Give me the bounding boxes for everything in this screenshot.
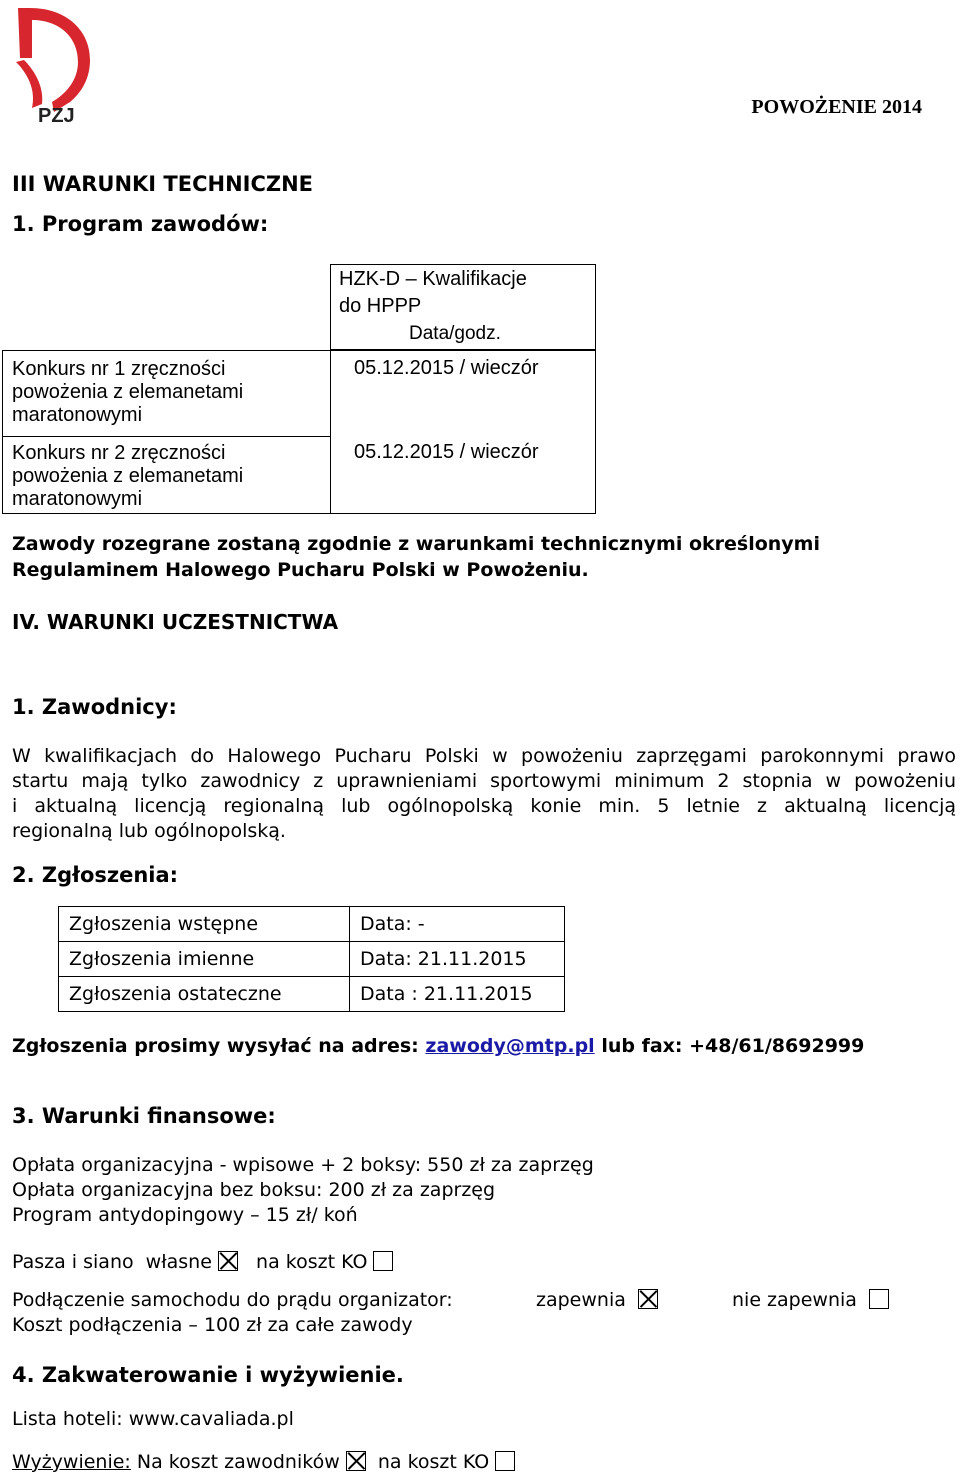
entry-date: Data : 21.11.2015 <box>350 977 565 1012</box>
logo-d-shape <box>18 8 90 112</box>
program-table <box>2 264 596 514</box>
entry-date: Data: 21.11.2015 <box>350 942 565 977</box>
power-yes-label: zapewnia <box>536 1289 626 1311</box>
food-ko-checkbox[interactable] <box>495 1451 515 1471</box>
finance-subheading: 3. Warunki finansowe: <box>12 1104 276 1128</box>
email-link[interactable]: zawody@mtp.pl <box>425 1035 595 1057</box>
food-label: Wyżywienie: <box>12 1451 131 1473</box>
food-ko-label: na koszt KO <box>377 1451 490 1473</box>
entries-subheading: 2. Zgłoszenia: <box>12 863 179 887</box>
competitors-para-line4: regionalną lub ogólnopolską. <box>12 820 286 842</box>
fee-line-2: Opłata organizacyjna bez boksu: 200 zł za zaprzęg <box>12 1179 496 1201</box>
program-row-1-line2: powożenia z elemanetami <box>12 381 244 403</box>
competitors-para-line2: startu mają tylko zawodnicy z uprawnieniami sportowymi minimum 2 stopnia w powożeniu <box>12 770 956 792</box>
entries-table <box>58 906 565 1012</box>
competitors-para-line1: W kwalifikacjach do Halowego Pucharu Polski w powożeniu zaprzęgami parokonnymi prawo <box>12 745 956 767</box>
send-prefix: Zgłoszenia prosimy wysyłać na adres: <box>12 1035 426 1057</box>
power-yes-checkbox[interactable] <box>638 1289 658 1309</box>
feed-line <box>12 1250 393 1275</box>
fee-line-3: Program antydopingowy – 15 zł/ koń <box>12 1204 358 1226</box>
power-label: Podłączenie samochodu do prądu organizator: <box>12 1289 453 1311</box>
program-row-2-line2: powożenia z elemanetami <box>12 465 244 487</box>
program-subheading: 1. Program zawodów: <box>12 212 269 236</box>
rules-note-line1: Zawody rozegrane zostaną zgodnie z warunkami technicznymi określonymi <box>12 533 820 555</box>
program-row-2-line3: maratonowymi <box>12 488 143 510</box>
table-row <box>59 942 565 977</box>
program-row-2-date: 05.12.2015 / wieczór <box>354 441 539 463</box>
program-header-line2: do HPPP <box>339 295 422 317</box>
power-no-checkbox[interactable] <box>869 1289 889 1309</box>
hotels-line: Lista hoteli: www.cavaliada.pl <box>12 1408 294 1430</box>
entry-label: Zgłoszenia imienne <box>59 942 350 977</box>
program-row-1-line1: Konkurs nr 1 zręczności <box>12 358 226 380</box>
table-row <box>59 977 565 1012</box>
program-row-2 <box>12 442 243 511</box>
entry-date: Data: - <box>350 907 565 942</box>
program-row-1 <box>12 358 243 427</box>
feed-own-checkbox[interactable] <box>218 1251 238 1271</box>
table-row <box>59 907 565 942</box>
program-header-line1: HZK-D – Kwalifikacje <box>339 268 527 290</box>
feed-label: Pasza i siano własne <box>12 1251 212 1273</box>
program-row-1-date: 05.12.2015 / wieczór <box>354 357 539 379</box>
send-entries-line <box>12 1034 864 1059</box>
program-row-2-line1: Konkurs nr 2 zręczności <box>12 442 226 464</box>
program-date-label: Data/godz. <box>409 323 501 344</box>
rules-note-line2: Regulaminem Halowego Pucharu Polski w Powożeniu. <box>12 559 589 581</box>
document-title: POWOŻENIE 2014 <box>751 96 922 118</box>
entry-label: Zgłoszenia wstępne <box>59 907 350 942</box>
accommodation-subheading: 4. Zakwaterowanie i wyżywienie. <box>12 1363 404 1387</box>
send-suffix: lub fax: +48/61/8692999 <box>594 1035 865 1057</box>
pzj-logo <box>8 4 94 124</box>
competitors-subheading: 1. Zawodnicy: <box>12 695 177 719</box>
fee-line-1: Opłata organizacyjna - wpisowe + 2 boksy: 550 zł za zaprzęg <box>12 1154 594 1176</box>
section-3-heading: III WARUNKI TECHNICZNE <box>12 172 314 196</box>
feed-ko-checkbox[interactable] <box>373 1251 393 1271</box>
feed-ko-label: na koszt KO <box>256 1251 368 1273</box>
entry-label: Zgłoszenia ostateczne <box>59 977 350 1012</box>
food-players-checkbox[interactable] <box>346 1451 366 1471</box>
power-yes <box>536 1288 658 1313</box>
section-4-heading: IV. WARUNKI UCZESTNICTWA <box>12 610 339 634</box>
food-line <box>12 1450 515 1475</box>
program-header-cell <box>330 264 596 350</box>
program-column-divider <box>330 350 331 514</box>
program-row-divider <box>2 436 330 437</box>
power-cost: Koszt podłączenia – 100 zł za całe zawody <box>12 1314 413 1336</box>
food-players-label: Na koszt zawodników <box>130 1451 340 1473</box>
competitors-para-line3: i aktualną licencją regionalną lub ogólnopolską konie min. 5 letnie z aktualną licencją <box>12 795 956 817</box>
logo-text: PZJ <box>38 105 75 124</box>
logo-swoosh <box>16 60 42 108</box>
power-no <box>732 1288 889 1313</box>
power-no-label: nie zapewnia <box>732 1289 857 1311</box>
program-row-1-line3: maratonowymi <box>12 404 143 426</box>
